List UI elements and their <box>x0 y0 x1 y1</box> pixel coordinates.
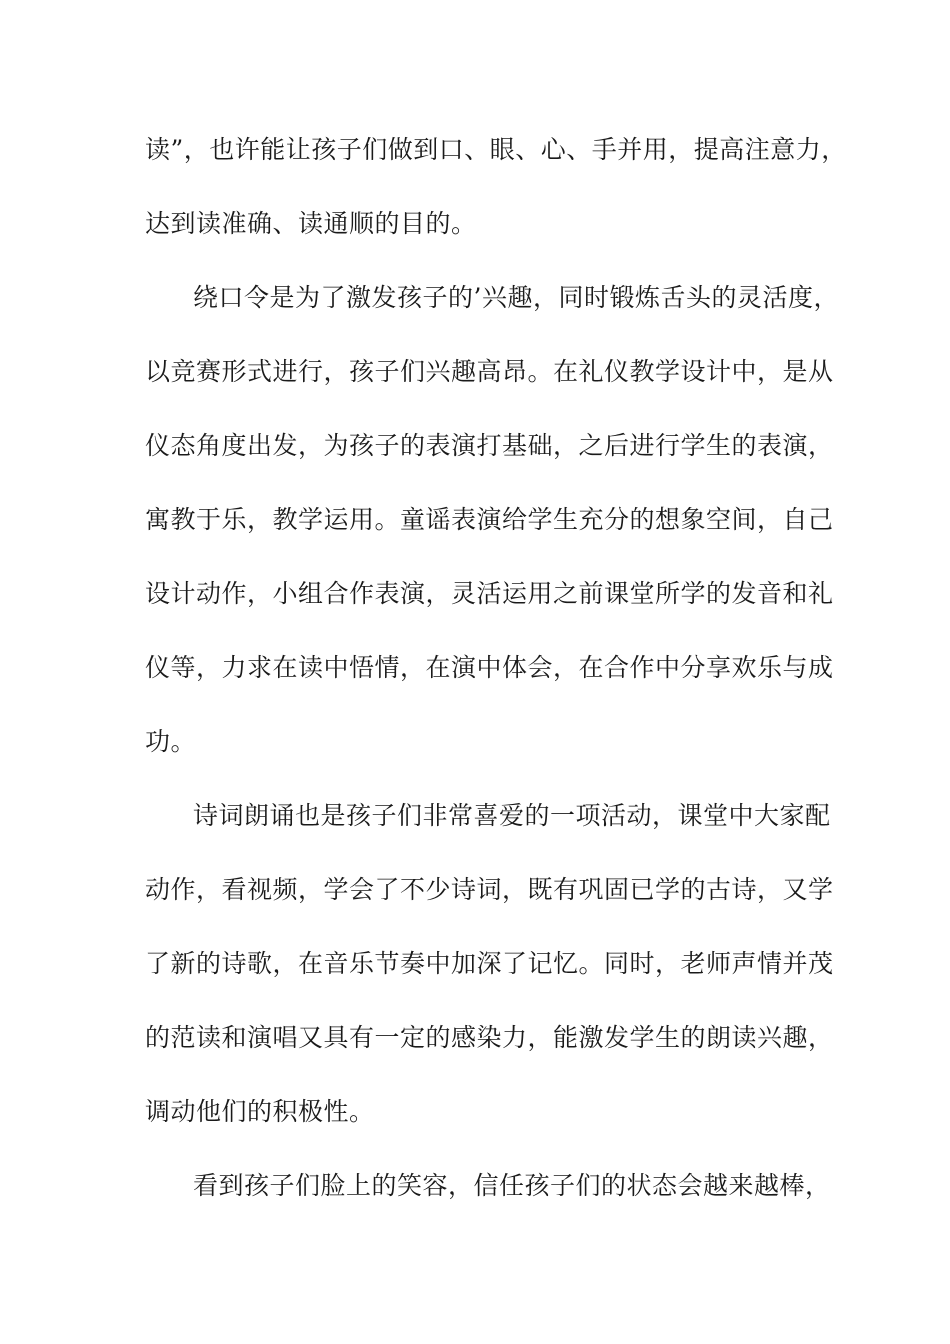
text-line: 以竞赛形式进行，孩子们兴趣高昂。在礼仪教学设计中，是从 <box>145 357 834 386</box>
text-line: 功。 <box>145 727 197 756</box>
text-line: 动作，看视频，学会了不少诗词，既有巩固已学的古诗，又学 <box>145 875 834 904</box>
paragraph-first-line: 绕口令是为了激发孩子的’兴趣，同时锻炼舌头的灵活度， <box>193 283 839 312</box>
text-line: 了新的诗歌，在音乐节奏中加深了记忆。同时，老师声情并茂 <box>145 949 834 978</box>
text-line: 的范读和演唱又具有一定的感染力，能激发学生的朗读兴趣， <box>145 1023 834 1052</box>
text-line: 仪等，力求在读中悟情，在演中体会，在合作中分享欢乐与成 <box>145 653 834 682</box>
text-line: 寓教于乐，教学运用。童谣表演给学生充分的想象空间，自己 <box>145 505 834 534</box>
text-line: 达到读准确、读通顺的目的。 <box>145 209 477 238</box>
text-line: 仪态角度出发，为孩子的表演打基础，之后进行学生的表演， <box>145 431 834 460</box>
paragraph-first-line: 诗词朗诵也是孩子们非常喜爱的一项活动，课堂中大家配 <box>193 801 831 830</box>
paragraph-first-line: 看到孩子们脸上的笑容，信任孩子们的状态会越来越棒， <box>193 1171 831 1200</box>
text-line: 读”，也许能让孩子们做到口、眼、心、手并用，提高注意力， <box>145 135 847 164</box>
text-line: 设计动作，小组合作表演，灵活运用之前课堂所学的发音和礼 <box>145 579 834 608</box>
text-line: 调动他们的积极性。 <box>145 1097 375 1126</box>
